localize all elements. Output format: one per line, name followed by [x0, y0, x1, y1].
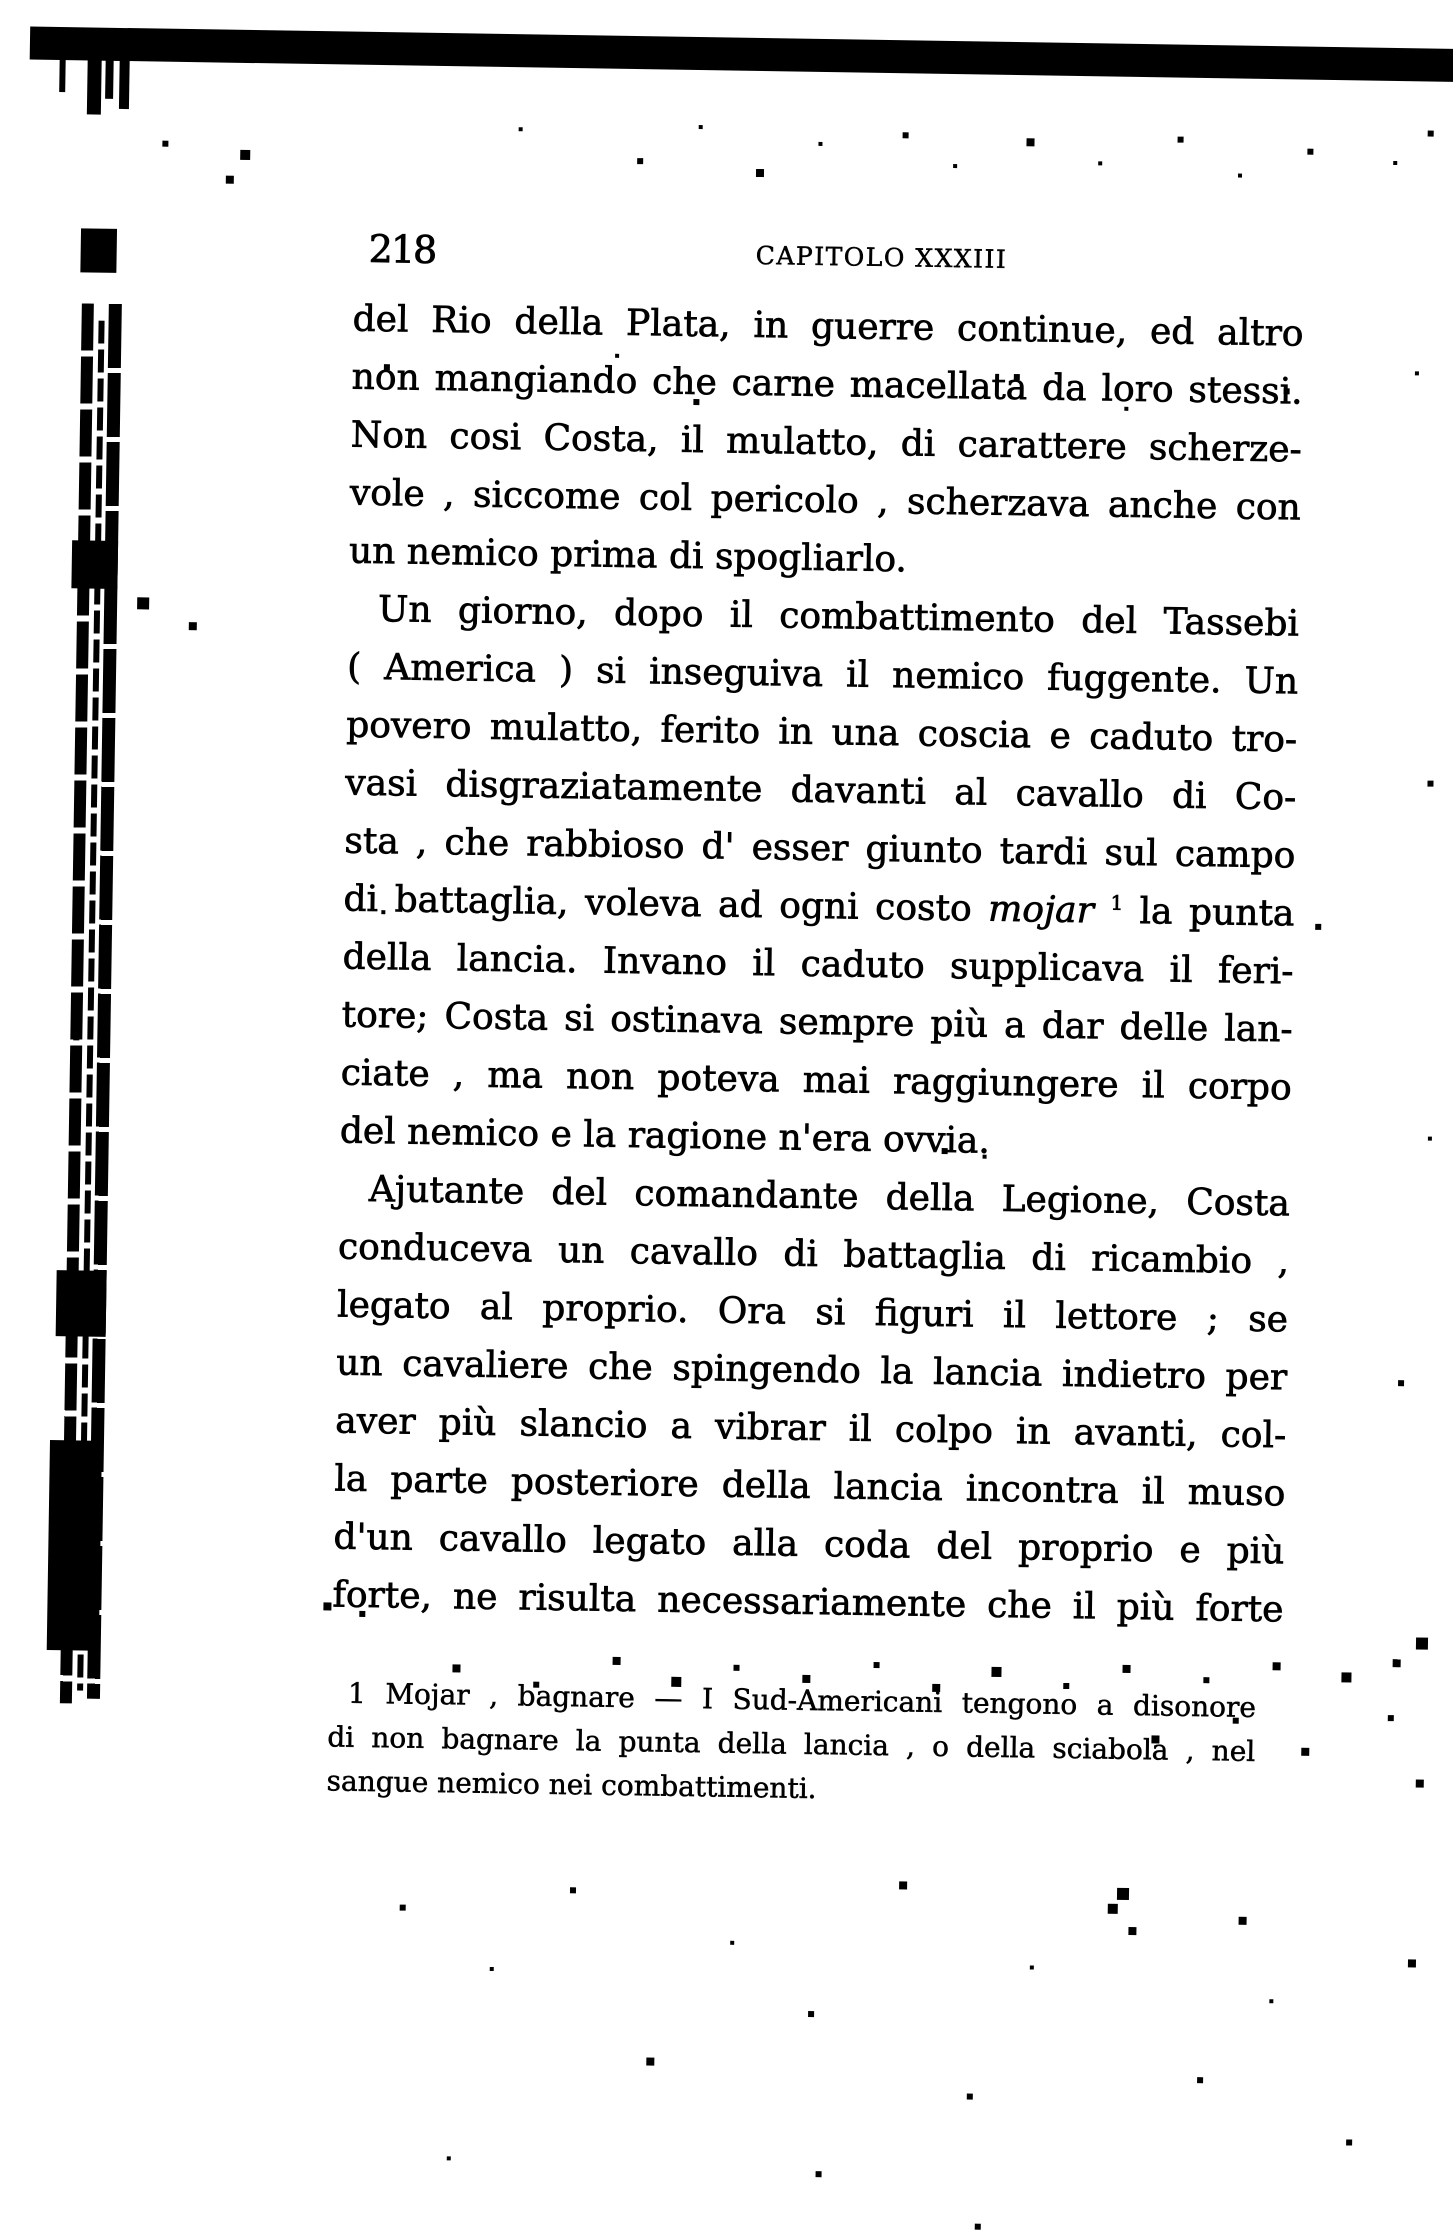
footnote-text	[326, 1671, 1256, 1818]
body-line: conduceva un cavallo di battaglia di ricambio ,	[337, 1226, 1290, 1283]
footnote-line: sangue nemico nei combattimenti.	[326, 1764, 817, 1806]
body-line: ciate , ma non poteva mai raggiungere il corpo	[340, 1052, 1293, 1109]
binding-blot	[47, 1440, 102, 1651]
body-line: Ajutante del comandante della Legione, Costa	[368, 1168, 1291, 1225]
body-text	[332, 291, 1304, 1640]
body-line: d'un cavallo legato alla coda del proprio e più	[333, 1516, 1285, 1573]
body-line: forte, ne risulta necessariamente che il più forte	[332, 1574, 1284, 1631]
body-line: Un giorno, dopo il combattimento del Tassebi	[377, 589, 1300, 645]
footnote-line: 1 Mojar , bagnare — I Sud-Americani tengono a disonore	[347, 1676, 1257, 1724]
body-line: vasi disgraziatamente davanti al cavallo di Co-	[345, 762, 1297, 819]
body-line: un cavaliere che spingendo la lancia indietro per	[335, 1342, 1288, 1399]
body-line: povero mulatto, ferito in una coscia e caduto tro-	[345, 704, 1298, 761]
body-line: del Rio della Plata, in guerre continue, ed altro	[352, 298, 1304, 355]
body-line: della lancia. Invano il caduto supplicava il feri-	[342, 936, 1294, 993]
binding-blot	[80, 228, 117, 273]
page-number: 218	[368, 226, 436, 272]
book-binding-shadow	[0, 0, 201, 2237]
binding-blot	[56, 1270, 107, 1337]
body-line: un nemico prima di spogliarlo.	[348, 530, 908, 581]
body-line: tore; Costa si ostinava sempre più a dar delle lan-	[341, 994, 1293, 1051]
body-line: del nemico e la ragione n'era ovvia.	[339, 1110, 991, 1162]
binding-blot	[71, 540, 118, 589]
scan-edge-bar	[30, 27, 1453, 84]
body-line: non mangiando che carne macellata da loro stessi.	[351, 356, 1303, 413]
body-line: Non cosi Costa, il mulatto, di carattere scherze-	[350, 414, 1303, 471]
body-line: la parte posteriore della lancia incontra il muso	[334, 1458, 1286, 1515]
body-line: legato al proprio. Ora si figuri il lettore ; se	[336, 1284, 1289, 1341]
body-line: ( America ) si inseguiva il nemico fuggente. Un	[346, 646, 1299, 703]
body-line: sta , che rabbioso d' esser giunto tardi sul campo	[344, 820, 1296, 877]
body-line: aver più slancio a vibrar il colpo in avanti, col-	[335, 1400, 1287, 1457]
chapter-header: CAPITOLO XXXIII	[755, 240, 1008, 274]
scan-noise	[1, 0, 5, 3]
body-line: di battaglia, voleva ad ogni costo mojar $^1$ la punta	[343, 878, 1295, 935]
body-line: vole , siccome col pericolo , scherzava anche con	[349, 472, 1302, 529]
footnote-line: di non bagnare la punta della lancia , o della sciabola , nel	[327, 1720, 1256, 1768]
